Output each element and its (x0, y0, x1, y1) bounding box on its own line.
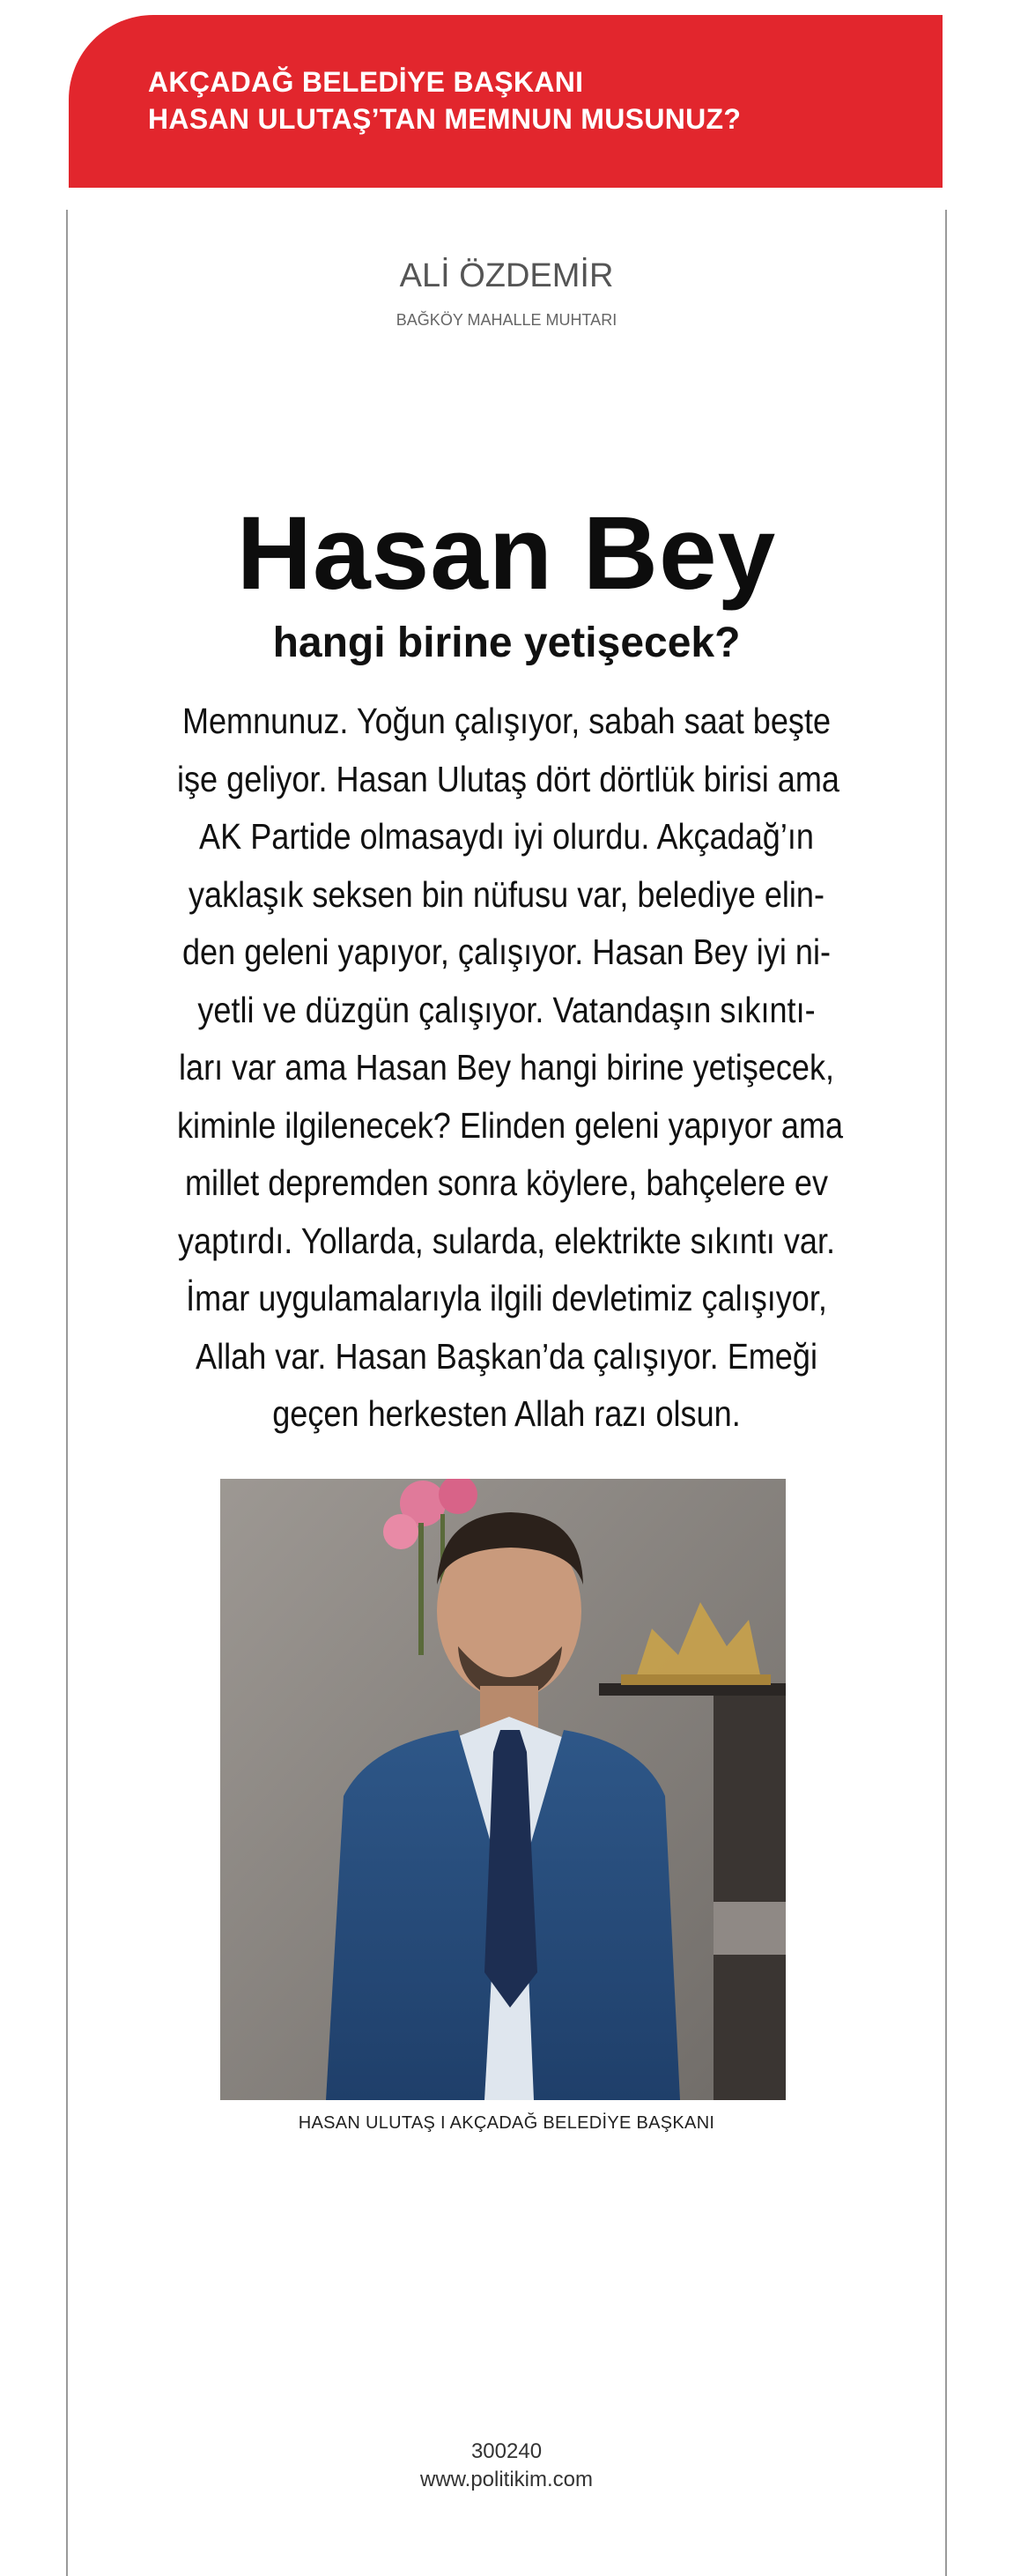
body-line: kiminle ilgilenecek? Elinden geleni yapıyor ama (177, 1104, 844, 1146)
body-line: AK Partide olmasaydı iyi olurdu. Akçadağ’ın (199, 816, 814, 857)
banner-title-line-1: AKÇADAĞ BELEDİYE BAŞKANI (148, 66, 584, 98)
photo-caption: HASAN ULUTAŞ I AKÇADAĞ BELEDİYE BAŞKANI (298, 2113, 715, 2133)
body-line: geçen herkesten Allah razı olsun. (272, 1393, 741, 1434)
article-body (132, 693, 881, 1444)
body-line: yaptırdı. Yollarda, sularda, elektrikte sıkıntı var. (177, 1220, 836, 1261)
body-line: ları var ama Hasan Bey hangi birine yetişecek, (178, 1047, 835, 1088)
author-title: BAĞKÖY MAHALLE MUHTARI (396, 311, 617, 329)
body-line: millet depremden sonra köylere, bahçelere ev (184, 1162, 829, 1203)
body-line: den geleni yapıyor, çalışıyor. Hasan Bey iyi ni- (181, 932, 832, 972)
banner-title-line-2: HASAN ULUTAŞ’TAN MEMNUN MUSUNUZ? (148, 103, 742, 135)
body-line: işe geliyor. Hasan Ulutaş dört dörtlük birisi ama (177, 758, 840, 799)
body-line: Memnunuz. Yoğun çalışıyor, sabah saat beşte (181, 701, 832, 741)
body-line: İmar uygulamalarıyla ilgili devletimiz çalışıyor, (186, 1278, 827, 1318)
footer-number: 300240 (470, 2439, 543, 2463)
portrait-photo (220, 1479, 786, 2100)
body-line: yaklaşık seksen bin nüfusu var, belediye elin- (188, 873, 825, 915)
body-line: Allah var. Hasan Başkan’da çalışıyor. Emeği (196, 1335, 817, 1377)
headline: Hasan Bey (236, 495, 777, 612)
header-banner (69, 15, 943, 188)
subheadline: hangi birine yetişecek? (272, 620, 741, 666)
author-name: ALİ ÖZDEMİR (399, 257, 614, 294)
body-line: yetli ve düzgün çalışıyor. Vatandaşın sıkıntı- (197, 989, 816, 1030)
footer-url: www.politikim.com (419, 2468, 594, 2491)
